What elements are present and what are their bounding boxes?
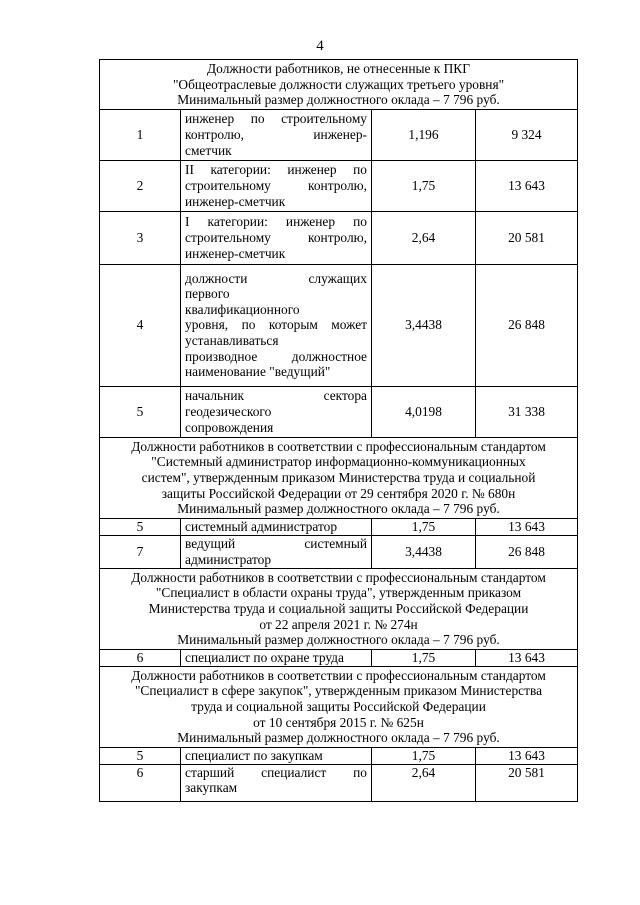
section-header-row — [100, 568, 578, 649]
section-header-line: Должности работников в соответствии с профессиональным стандартом — [131, 667, 546, 683]
position-name-cell — [181, 747, 372, 764]
position-name-line: II категории: инженер по — [185, 162, 367, 178]
section-header-line: Должности работников в соответствии с профессиональным стандартом — [131, 438, 546, 454]
level-cell: 5 — [100, 747, 181, 764]
position-name-line: ведущий системный — [185, 536, 367, 552]
section-header-line: "Общеотраслевые должности служащих третьего уровня" — [172, 76, 505, 92]
coefficient-cell: 3,4438 — [372, 535, 476, 568]
salary-cell: 31 338 — [476, 386, 578, 437]
position-name-line: строительному контролю, — [185, 229, 367, 245]
coefficient-cell: 2,64 — [372, 211, 476, 264]
page-number: 4 — [316, 38, 324, 54]
position-name-cell — [181, 535, 372, 568]
coefficient-cell: 1,75 — [372, 160, 476, 211]
position-name-line: строительному контролю, — [185, 177, 367, 193]
section-header — [100, 666, 578, 747]
table-row — [100, 747, 578, 764]
position-name-line: I категории: инженер по — [185, 214, 367, 230]
position-name-line: специалист по охране труда — [185, 649, 344, 665]
level-cell: 5 — [100, 518, 181, 535]
position-name-line: устанавливаться — [185, 333, 279, 349]
position-name-line: начальник сектора — [185, 388, 367, 404]
coefficient-cell: 1,196 — [372, 109, 476, 160]
position-name-cell — [181, 211, 372, 264]
position-name-line: геодезического — [185, 403, 272, 419]
level-cell: 4 — [100, 264, 181, 386]
salary-cell: 26 848 — [476, 535, 578, 568]
position-name-line: производное должностное — [185, 348, 367, 364]
section-header-line: систем", утвержденным приказом Министерства труда и социальной — [141, 469, 536, 485]
coefficient-cell: 2,64 — [372, 764, 476, 801]
coefficient-cell: 3,4438 — [372, 264, 476, 386]
section-header-line: "Системный администратор информационно-коммуникационных — [151, 454, 526, 470]
table-row — [100, 649, 578, 666]
coefficient-cell: 1,75 — [372, 747, 476, 764]
section-header — [100, 60, 578, 110]
position-name-line: инженер по строительному — [185, 111, 367, 127]
position-name-cell — [181, 386, 372, 437]
section-header-line: защиты Российской Федерации от 29 сентября 2020 г. № 680н — [161, 485, 516, 501]
section-header-line: Минимальный размер должностного оклада – 7 796 руб. — [177, 501, 500, 517]
section-header-line: Минимальный размер должностного оклада – 7 796 руб. — [177, 730, 500, 746]
section-header-line: Минимальный размер должностного оклада – 7 796 руб. — [177, 632, 500, 648]
position-name-line: сметчик — [185, 142, 232, 158]
position-name-line: должности служащих — [185, 270, 367, 286]
salary-cell: 26 848 — [476, 264, 578, 386]
position-name-line: сопровождения — [185, 419, 274, 435]
table-row — [100, 160, 578, 211]
position-name-line: закупкам — [185, 780, 238, 796]
salary-cell: 13 643 — [476, 160, 578, 211]
section-header-line: "Специалист в сфере закупок", утвержденным приказом Министерства — [134, 683, 543, 699]
position-name-cell — [181, 518, 372, 535]
table-row — [100, 211, 578, 264]
section-header — [100, 568, 578, 649]
position-name-line: специалист по закупкам — [185, 747, 323, 763]
position-name-line: старший специалист по — [185, 764, 367, 780]
section-header-line: от 10 сентября 2015 г. № 625н — [253, 714, 424, 730]
section-header-line: Минимальный размер должностного оклада – 7 796 руб. — [177, 92, 500, 108]
salary-cell: 20 581 — [476, 764, 578, 801]
coefficient-cell: 1,75 — [372, 649, 476, 666]
section-header-line: труда и социальной защиты Российской Федерации — [191, 698, 486, 714]
table-row — [100, 264, 578, 386]
level-cell: 5 — [100, 386, 181, 437]
table-row — [100, 386, 578, 437]
section-header-row — [100, 666, 578, 747]
level-cell: 7 — [100, 535, 181, 568]
salary-table — [99, 59, 578, 802]
coefficient-cell: 4,0198 — [372, 386, 476, 437]
level-cell: 2 — [100, 160, 181, 211]
section-header-line: от 22 апреля 2021 г. № 274н — [259, 616, 418, 632]
salary-cell: 13 643 — [476, 747, 578, 764]
position-name-line: наименование "ведущий" — [185, 364, 331, 380]
section-header-line: Министерства труда и социальной защиты Российской Федерации — [148, 600, 529, 616]
level-cell: 3 — [100, 211, 181, 264]
table-row — [100, 518, 578, 535]
section-header-row — [100, 437, 578, 518]
salary-cell: 9 324 — [476, 109, 578, 160]
salary-cell: 13 643 — [476, 518, 578, 535]
section-header-row — [100, 60, 578, 110]
level-cell: 6 — [100, 764, 181, 801]
position-name-line: контролю, инженер- — [185, 126, 367, 142]
salary-cell: 13 643 — [476, 649, 578, 666]
position-name-cell — [181, 764, 372, 801]
position-name-line: системный администратор — [185, 518, 338, 534]
position-name-line: первого — [185, 286, 230, 302]
salary-cell: 20 581 — [476, 211, 578, 264]
section-header-line: "Специалист в области охраны труда", утвержденным приказом — [155, 585, 522, 601]
table-row — [100, 109, 578, 160]
level-cell: 6 — [100, 649, 181, 666]
position-name-cell — [181, 264, 372, 386]
section-header-line: Должности работников в соответствии с профессиональным стандартом — [131, 569, 546, 585]
level-cell: 1 — [100, 109, 181, 160]
position-name-cell — [181, 160, 372, 211]
coefficient-cell: 1,75 — [372, 518, 476, 535]
position-name-line: квалификационного — [185, 301, 300, 317]
section-header-line: Должности работников, не отнесенные к ПКГ — [207, 61, 470, 76]
section-header — [100, 437, 578, 518]
table-row — [100, 535, 578, 568]
table-row — [100, 764, 578, 801]
position-name-line: инженер-сметчик — [185, 245, 286, 261]
position-name-cell — [181, 649, 372, 666]
position-name-cell — [181, 109, 372, 160]
position-name-line: уровня, по которым может — [185, 317, 367, 333]
position-name-line: администратор — [185, 551, 272, 567]
position-name-line: инженер-сметчик — [185, 193, 286, 209]
